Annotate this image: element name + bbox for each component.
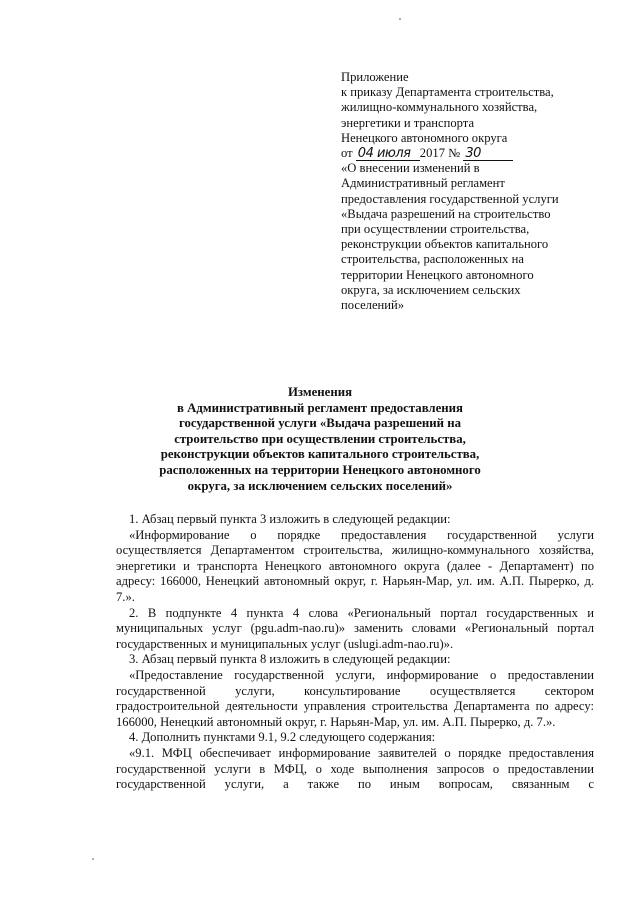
scan-speck-top [399,18,401,20]
subject-line: территории Ненецкого автономного [341,267,534,282]
paragraph-3-text: «Предоставление государственной услуги, информирование о предоставлении государственной услуги, консультирование осуществляется сектором градостроительной деятельности управления строительства Департамента по адресу: 166000, Ненецкий автономный округ, г. Нарьян-Мар, ул. им. А.П. Пырерко, д. 7.». [116,667,594,729]
subject-line: «О внесении изменений в [341,161,480,176]
title-line: государственной услуги «Выдача разрешений на [178,416,462,431]
paragraph-1-heading: 1. Абзац первый пункта 3 изложить в следующей редакции: [129,512,451,526]
document-body [116,512,594,793]
appendix-line: Ненецкого автономного округа [341,130,508,145]
title-line: строительство при осуществлении строительства, [174,431,466,446]
handwritten-order-number: 30 [463,147,513,161]
order-date-line [341,146,611,161]
subject-line: при осуществлении строительства, [341,222,530,237]
paragraph-4-heading: 4. Дополнить пунктами 9.1, 9.2 следующего содержания: [129,730,436,745]
paragraph-1-text: «Информирование о порядке предоставления государственной услуги осуществляется Департаментом строительства, жилищно-коммунального хозяйства, энергетики и транспорта Ненецкого автономного округа (далее - Департамент) по адресу: 166000, Ненецкий автономный округ, г. Нарьян-Мар, ул. им. А.П. Пырерко, д. 7.». [116,527,594,604]
title-line: реконструкции объектов капитального строительства, [160,447,480,462]
subject-line: предоставления государственной услуги [341,191,559,206]
paragraph-3-heading: 3. Абзац первый пункта 8 изложить в следующей редакции: [129,652,451,667]
scan-speck-left [92,858,94,860]
title-line: расположенных на территории Ненецкого автономного [159,462,481,477]
subject-line: «Выдача разрешений на строительство [341,206,551,221]
title-line: округа, за исключением сельских поселений» [187,478,453,493]
subject-line: Административный регламент [341,176,505,191]
date-prefix: от [341,146,353,161]
title-line: Изменения [287,385,353,399]
title-line: в Административный регламент предоставления [177,400,463,415]
date-year: 2017 № [419,146,461,161]
appendix-block [341,70,611,313]
handwritten-date: 04 июля [356,147,420,161]
appendix-line: энергетики и транспорта [341,115,475,130]
appendix-line: Приложение [341,70,409,84]
subject-line: округа, за исключением сельских [341,282,521,297]
paragraph-4-text: «9.1. МФЦ обеспечивает информирование заявителей о порядке предоставления государственной услуги в МФЦ, о ходе выполнения запросов о предоставлении государственной услуги, а также по иным вопросам, связанным с [116,745,594,792]
appendix-line: жилищно-коммунального хозяйства, [341,100,538,115]
appendix-line: к приказу Департамента строительства, [341,85,554,100]
subject-line: строительства, расположенных на [341,252,524,267]
paragraph-2-text: 2. В подпункте 4 пункта 4 слова «Региональный портал государственных и муниципальных услуг (pgu.adm-nao.ru)» заменить словами «Региональный портал государственных и муниципальных услуг (uslugi.adm-nao.ru)». [116,605,594,651]
subject-line: реконструкции объектов капитального [341,237,549,252]
subject-line: поселений» [341,298,405,313]
document-title [120,385,520,494]
